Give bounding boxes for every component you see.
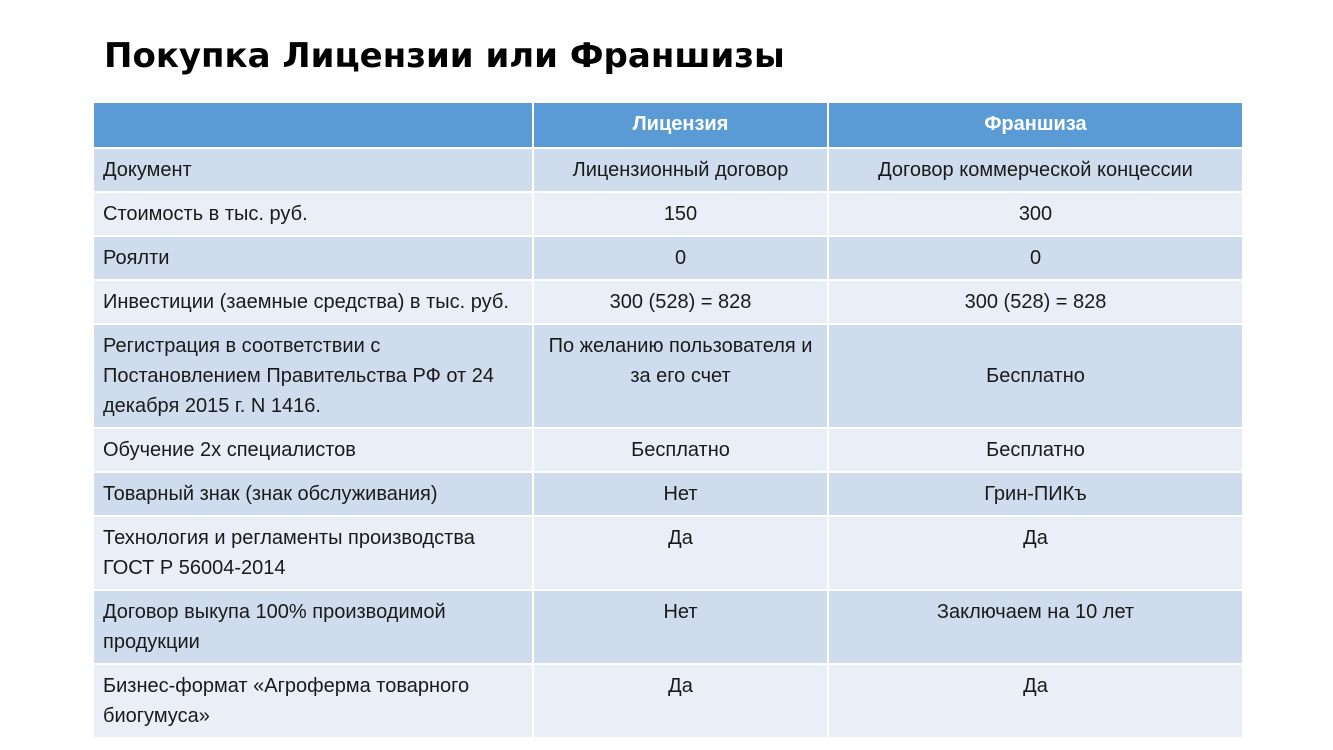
table-row <box>93 516 1243 590</box>
license-value: Да <box>533 516 828 590</box>
franchise-value: Бесплатно <box>828 428 1243 472</box>
franchise-value: 0 <box>828 236 1243 280</box>
row-label: Регистрация в соответствии с Постановлением Правительства РФ от 24 декабря 2015 г. N 1416. <box>93 324 533 428</box>
row-label: Договор выкупа 100% производимой продукции <box>93 590 533 664</box>
comparison-table <box>92 101 1244 739</box>
row-label: Товарный знак (знак обслуживания) <box>93 472 533 516</box>
row-label: Инвестиции (заемные средства) в тыс. руб. <box>93 280 533 324</box>
row-label: Бизнес-формат «Агроферма товарного биогумуса» <box>93 664 533 738</box>
license-value: 0 <box>533 236 828 280</box>
row-label: Технология и регламенты производства ГОСТ Р 56004-2014 <box>93 516 533 590</box>
header-franchise: Франшиза <box>828 102 1243 148</box>
table-row <box>93 324 1243 428</box>
row-label: Обучение 2х специалистов <box>93 428 533 472</box>
row-label: Роялти <box>93 236 533 280</box>
license-value: Бесплатно <box>533 428 828 472</box>
franchise-value: Договор коммерческой концессии <box>828 148 1243 192</box>
franchise-value: 300 <box>828 192 1243 236</box>
license-value: Нет <box>533 472 828 516</box>
franchise-value: Грин-ПИКъ <box>828 472 1243 516</box>
table-row <box>93 236 1243 280</box>
license-value: Нет <box>533 590 828 664</box>
table-row <box>93 664 1243 738</box>
franchise-value: 300 (528) = 828 <box>828 280 1243 324</box>
table-row <box>93 148 1243 192</box>
license-value: 150 <box>533 192 828 236</box>
table-header-row <box>93 102 1243 148</box>
license-value: 300 (528) = 828 <box>533 280 828 324</box>
table-row <box>93 192 1243 236</box>
header-license: Лицензия <box>533 102 828 148</box>
franchise-value: Да <box>828 516 1243 590</box>
row-label: Документ <box>93 148 533 192</box>
header-criterion <box>93 102 533 148</box>
row-label: Стоимость в тыс. руб. <box>93 192 533 236</box>
license-value: Да <box>533 664 828 738</box>
license-value: По желанию пользователя и за его счет <box>533 324 828 428</box>
franchise-value: Бесплатно <box>828 324 1243 428</box>
franchise-value: Заключаем на 10 лет <box>828 590 1243 664</box>
table-row <box>93 472 1243 516</box>
table-row <box>93 428 1243 472</box>
table-row <box>93 280 1243 324</box>
slide-title: Покупка Лицензии или Франшизы <box>104 36 785 76</box>
franchise-value: Да <box>828 664 1243 738</box>
table-row <box>93 590 1243 664</box>
license-value: Лицензионный договор <box>533 148 828 192</box>
